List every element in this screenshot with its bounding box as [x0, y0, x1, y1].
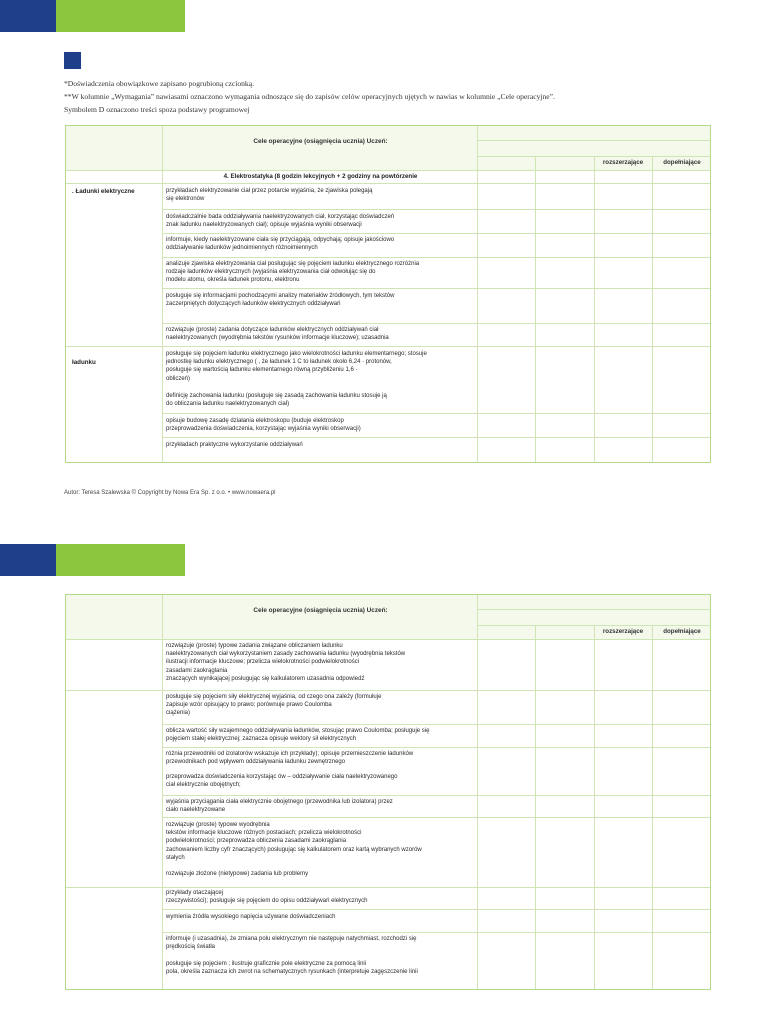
col-divider — [162, 595, 163, 989]
table-header-title: Cele operacyjne (osiągnięcia ucznia) Uczeń: — [253, 607, 388, 614]
row-divider — [478, 609, 710, 610]
banner-green-block — [56, 0, 185, 32]
table-row: rozwiązuje (proste) typowe wyodrębnia tekstów informacje kluczowe różnych postaciach; przelicza wielokrotności podwielokrotności; przeprowadza obliczenia zasadami zaokrąglania zachowaniem liczby cyfr znaczących) posługując się kalkulatorem oraz kartą wybranych wzorów stałych rozwiązuje złożone (nietypowe) zadania lub problemy — [166, 822, 422, 878]
category-ladunku: ładunku — [72, 359, 96, 366]
table-row: rozwiązuje (proste) typowe zadania związane obliczaniem ładunku naelektryzowanych ciał wykorzystaniem zasady zachowania ładunku (wyodrębnia tekstów ilustracji informacje kluczowe; przelicza wielokrotności podwielokrotności zasadami zaokrąglania znaczących wynikającej posługując się kalkulatorem uzasadnia odpowiedź — [166, 643, 406, 682]
section-marker-square — [64, 52, 81, 69]
row-divider — [162, 909, 710, 910]
table-row: różnia przewodniki od izolatorów wskazuje ich przykłady); opisuje przemieszczenie ładunków przewodnikach pod wpływem oddziaływania ładunku zewnętrznego — [166, 751, 414, 766]
note-line-1: *Doświadczenia obowiązkowe zapisano pogrubioną czcionką. — [64, 79, 254, 88]
table-row: posługuje się pojęciem siły elektrycznej wyjaśnia, od czego ona zależy (formułuje zapisuje wzór opisujący to prawo; porównuje prawo Coulomba ciążenia) — [166, 694, 382, 717]
table-row: doświadczalnie bada oddziaływania naelektryzowanych ciał, korzystając doświadczeń znak ładunku naelektryzowanych ciał); opisuje wyjaśnia wyniki obserwacji — [166, 214, 395, 229]
row-divider — [162, 233, 710, 234]
row-divider — [162, 437, 710, 438]
table-row: analizuje zjawiska elektryzowania ciał posługując się pojęciem ładunku elektrycznego rozróżnia rodzaje ładunków elektrycznych (wyjaśnia elektryzowania ciał odwołując się do modelu atomu, określa ładunek protonu, elektronu — [166, 261, 420, 284]
col-divider — [535, 156, 536, 462]
row-divider — [66, 346, 710, 347]
table-row: wyjaśnia przyciągania ciała elektrycznie obojętnego (przewodnika lub izolatora) przez ciało naelektryzowane — [166, 799, 393, 814]
row-divider — [162, 413, 710, 414]
col-header-rozszerzajace: rozszerzające — [602, 159, 644, 166]
note-line-2: **W kolumnie „Wymagania” nawiasami oznaczono wymagania odnoszące się do zapisów celów operacyjnych ujętych w nawias w kolumnie „Cele operacyjne”. — [64, 92, 555, 101]
table-row: opisuje budowę zasadę działania elektroskopu (buduje elektroskop przeprowadzenia doświadczenia, korzystając wyjaśnia wyniki obserwacji) — [166, 418, 361, 433]
banner-green-block — [56, 544, 185, 576]
row-divider — [66, 639, 710, 640]
col-divider — [652, 625, 653, 989]
col-header-dopelniajace: dopełniające — [663, 628, 701, 635]
table-row: wymienia źródła wysokiego napięcia używane doświadczeniach — [166, 914, 336, 920]
row-divider — [162, 288, 710, 289]
col-divider — [594, 625, 595, 989]
row-divider — [66, 690, 710, 691]
notes — [64, 77, 704, 116]
table-row: rozwiązuje (proste) zadania dotyczące ładunków elektrycznych oddziaływań ciał naelektryzowanych (wyodrębnia tekstów rysunków informacje kluczowe); uzasadnia — [166, 327, 389, 342]
row-divider — [478, 156, 710, 157]
header-banner — [0, 0, 185, 32]
row-divider — [478, 625, 710, 626]
col-divider — [594, 156, 595, 462]
table-row: oblicza wartość siły wzajemnego oddziaływania ładunków, stosując prawo Coulomba; posługuje się pojęciem stałej elektrycznej; zaznacza opisuje wektory sił elektrycznych — [166, 728, 430, 743]
col-header-rozszerzajace: rozszerzające — [602, 628, 644, 635]
requirements-table-2 — [65, 594, 711, 990]
row-divider — [162, 795, 710, 796]
row-divider — [162, 747, 710, 748]
row-divider — [162, 817, 710, 818]
row-divider — [66, 170, 710, 171]
table-row: przykładach elektryzowanie ciał przez potarcie wyjaśnia, że zjawiska polegają się elektronów — [166, 188, 373, 203]
row-divider — [66, 887, 710, 888]
table-row: informuje (i uzasadnia), że zmiana polu elektrycznym nie następuje natychmiast, rozchodzi się prędkością światła posługuje się pojęciem ; ilustruje graficznie pole elektryczne za pomocą linii pola, określa zaznacza ich zwrot na schematycznych rysunkach (interpretuje zagęszczenie linii — [166, 936, 418, 975]
col-divider — [652, 156, 653, 462]
col-divider — [535, 625, 536, 989]
row-divider — [162, 209, 710, 210]
table-row: przykładach praktyczne wykorzystanie oddziaływań — [166, 442, 303, 448]
banner-blue-block — [0, 544, 56, 576]
row-divider — [478, 140, 710, 141]
section-title: 4. Elektrostatyka (8 godzin lekcyjnych + 2 godziny na powtórzenie — [223, 173, 418, 180]
table-row: przykłady otaczającej rzeczywistości); posługuje się pojęciem do opisu oddziaływań elektrycznych — [166, 890, 368, 905]
requirements-table-1 — [65, 125, 711, 463]
table-row: posługuje się pojęciem ładunku elektrycznego jako wielokrotności ładunku elementarnego; stosuje jednostkę ładunku elektrycznego ( , że ładunek 1 C to ładunek około 6,24 · protonów, posługuje się wartością ładunku elementarnego równą przybliżeniu 1,6 · obliczeń) — [166, 351, 427, 382]
table-row: informuje, kiedy naelektryzowane ciała się przyciągają, odpychają; opisuje jakościowo oddziaływanie ładunków jednoimiennych różnoimiennych — [166, 237, 395, 252]
row-divider — [162, 724, 710, 725]
table-row: przeprowadza doświadczenia korzystając ów – oddziaływanie ciała naelektryzowanego ciał elektrycznie obojętnych; — [166, 774, 398, 789]
table-header-title: Cele operacyjne (osiągnięcia ucznia) Uczeń: — [253, 138, 388, 145]
row-divider — [66, 183, 710, 184]
row-divider — [162, 257, 710, 258]
banner-blue-block — [0, 0, 56, 32]
note-line-3: Symbolem D oznaczono treści spoza podstawy programowej — [64, 105, 250, 114]
table-row: posługuje się informacjami pochodzącymi analizy materiałów źródłowych, tym tekstów zaczerpniętych dotyczących ładunków elektrycznych oddziaływań — [166, 293, 395, 308]
row-divider — [162, 932, 710, 933]
table-row: definicję zachowania ładunku (posługuje się zasadą zachowania ładunku stosuje ją do obliczania ładunku naelektryzowanych ciał) — [166, 393, 387, 408]
header-banner — [0, 544, 185, 576]
footer-copyright: Autor: Teresa Szalewska © Copyright by Nowa Era Sp. z o.o. • www.nowaera.pl — [64, 490, 276, 496]
category-ladunki: . Ładunki elektryczne — [72, 188, 135, 195]
row-divider — [162, 323, 710, 324]
col-divider — [477, 595, 478, 989]
col-header-dopelniajace: dopełniające — [663, 159, 701, 166]
